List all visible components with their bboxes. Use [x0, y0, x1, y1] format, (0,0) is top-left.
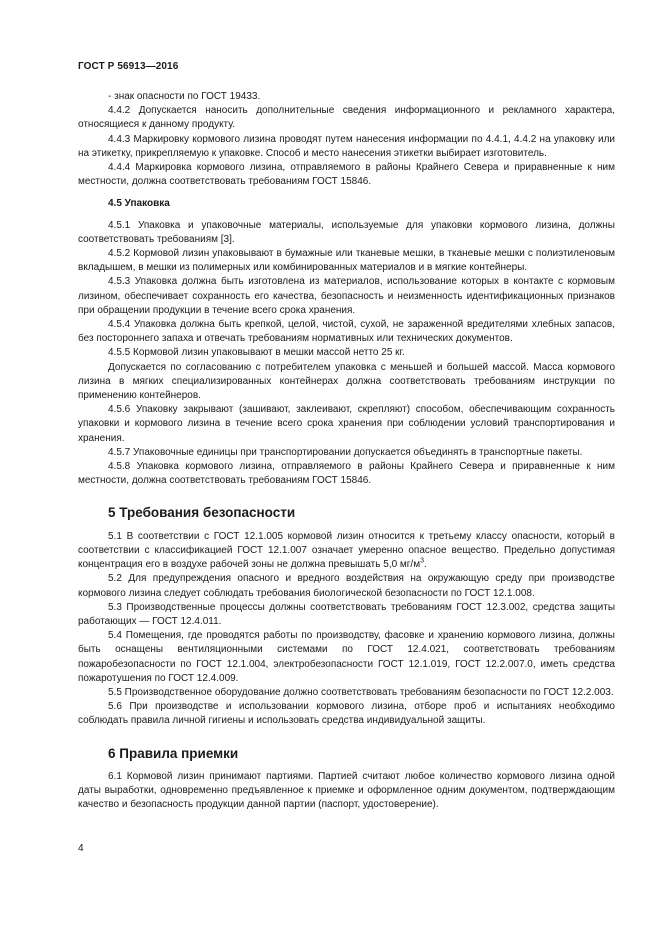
- paragraph: 4.5.8 Упаковка кормового лизина, отправляемого в районы Крайнего Севера и приравненные к ним местности, должна соответствовать требованиям ГОСТ 15846.: [78, 461, 615, 487]
- paragraph: [78, 530, 615, 573]
- paragraph: Допускается по согласованию с потребителем упаковка с меньшей и большей массой. Масса кормового лизина в мягких специализированных контейнерах должна соответствовать требованиям инструкции по применению контейнеров.: [78, 361, 615, 402]
- paragraph-text: 5.1 В соответствии с ГОСТ 12.1.005 кормовой лизин относится к третьему классу опасности, который в соответствии с классификацией ГОСТ 12.1.007 означает умеренно опасное вещество. Предельно допустимая концентрация его в воздухе рабочей зоны не должна превышать 5,0 мг/м: [78, 530, 615, 571]
- paragraph: 4.5.5 Кормовой лизин упаковывают в мешки массой нетто 25 кг.: [108, 347, 405, 359]
- paragraph: 4.5.2 Кормовой лизин упаковывают в бумажные или тканевые мешки, в тканевые мешки с полиэтиленовым вкладышем, в мешки из полимерных или комбинированных материалов и в мягкие контейнеры.: [78, 248, 615, 274]
- paragraph: - знак опасности по ГОСТ 19433.: [108, 91, 261, 102]
- paragraph: 6.1 Кормовой лизин принимают партиями. Партией считают любое количество кормового лизина одной даты выработки, одновременно предъявленное к приемке и оформленное одним документом, подтверждающим качество и безопасность продукции данной партии (паспорт, удостоверение).: [78, 770, 615, 811]
- paragraph: 4.4.3 Маркировку кормового лизина проводят путем нанесения информации по 4.4.1, 4.4.2 на упаковку или на этикетку, прикрепляемую к упаковке. Способ и место нанесения этикетки выбирает изготовитель.: [78, 133, 615, 159]
- document-body: [78, 90, 615, 812]
- section-title-5: 5 Требования безопасности: [108, 505, 296, 521]
- paragraph: 4.5.3 Упаковка должна быть изготовлена из материалов, использование которых в контакте с кормовым лизином, обеспечивает сохранность его качества, безопасность и неизменность идентификационных признаков при обращении продукции в течение всего срока хранения.: [78, 276, 615, 316]
- paragraph: 5.5 Производственное оборудование должно соответствовать требованиям безопасности по ГОСТ 12.2.003.: [108, 686, 614, 698]
- paragraph-end: .: [424, 559, 427, 571]
- superscript: 3: [420, 557, 424, 565]
- subsection-title-4-5: 4.5 Упаковка: [108, 198, 170, 210]
- paragraph: 5.3 Производственные процессы должны соответствовать требованиям ГОСТ 12.3.002, средства защиты работающих — ГОСТ 12.4.011.: [78, 601, 615, 627]
- paragraph: 4.5.1 Упаковка и упаковочные материалы, используемые для упаковки кормового лизина, должны соответствовать требованиям [3].: [78, 219, 615, 245]
- paragraph: 5.2 Для предупреждения опасного и вредного воздействия на окружающую среду при производстве кормового лизина следует соблюдать требования биологической безопасности по ГОСТ 12.1.008.: [78, 573, 615, 599]
- page-number: 4: [78, 843, 84, 854]
- paragraph: 4.5.6 Упаковку закрывают (зашивают, заклеивают, скрепляют) способом, обеспечивающим сохранность упаковки и кормового лизина в течение всего срока хранения при соблюдении условий транспортирования и хранения.: [78, 404, 615, 444]
- section-title-6: 6 Правила приемки: [108, 745, 239, 761]
- paragraph: 4.4.4 Маркировка кормового лизина, отправляемого в районы Крайнего Севера и приравненные к ним местности, должна соответствовать требованиям ГОСТ 15846.: [78, 162, 615, 188]
- paragraph: 4.5.4 Упаковка должна быть крепкой, целой, чистой, сухой, не зараженной вредителями хлебных запасов, без постороннего запаха и отвечать требованиям нормативных или технических документов.: [78, 319, 615, 345]
- document-header-code: ГОСТ Р 56913—2016: [78, 61, 179, 72]
- paragraph: 5.6 При производстве и использовании кормового лизина, отборе проб и испытаниях необходимо соблюдать правила личной гигиены и использовать средства индивидуальной защиты.: [78, 701, 615, 727]
- paragraph: 5.4 Помещения, где проводятся работы по производству, фасовке и хранению кормового лизина, должны быть оснащены вентиляционными системами по ГОСТ 12.4.021, соответствовать требованиям пожаробезопасности по ГОСТ 12.1.004, электробезопасности ГОСТ 12.1.019, ГОСТ 12.2.007.0, иметь средства пожаротушения по ГОСТ 12.4.009.: [78, 630, 615, 684]
- paragraph: 4.4.2 Допускается наносить дополнительные сведения информационного и рекламного характера, относящиеся к данному продукту.: [78, 105, 615, 131]
- paragraph: 4.5.7 Упаковочные единицы при транспортировании допускается объединять в транспортные пакеты.: [108, 446, 583, 458]
